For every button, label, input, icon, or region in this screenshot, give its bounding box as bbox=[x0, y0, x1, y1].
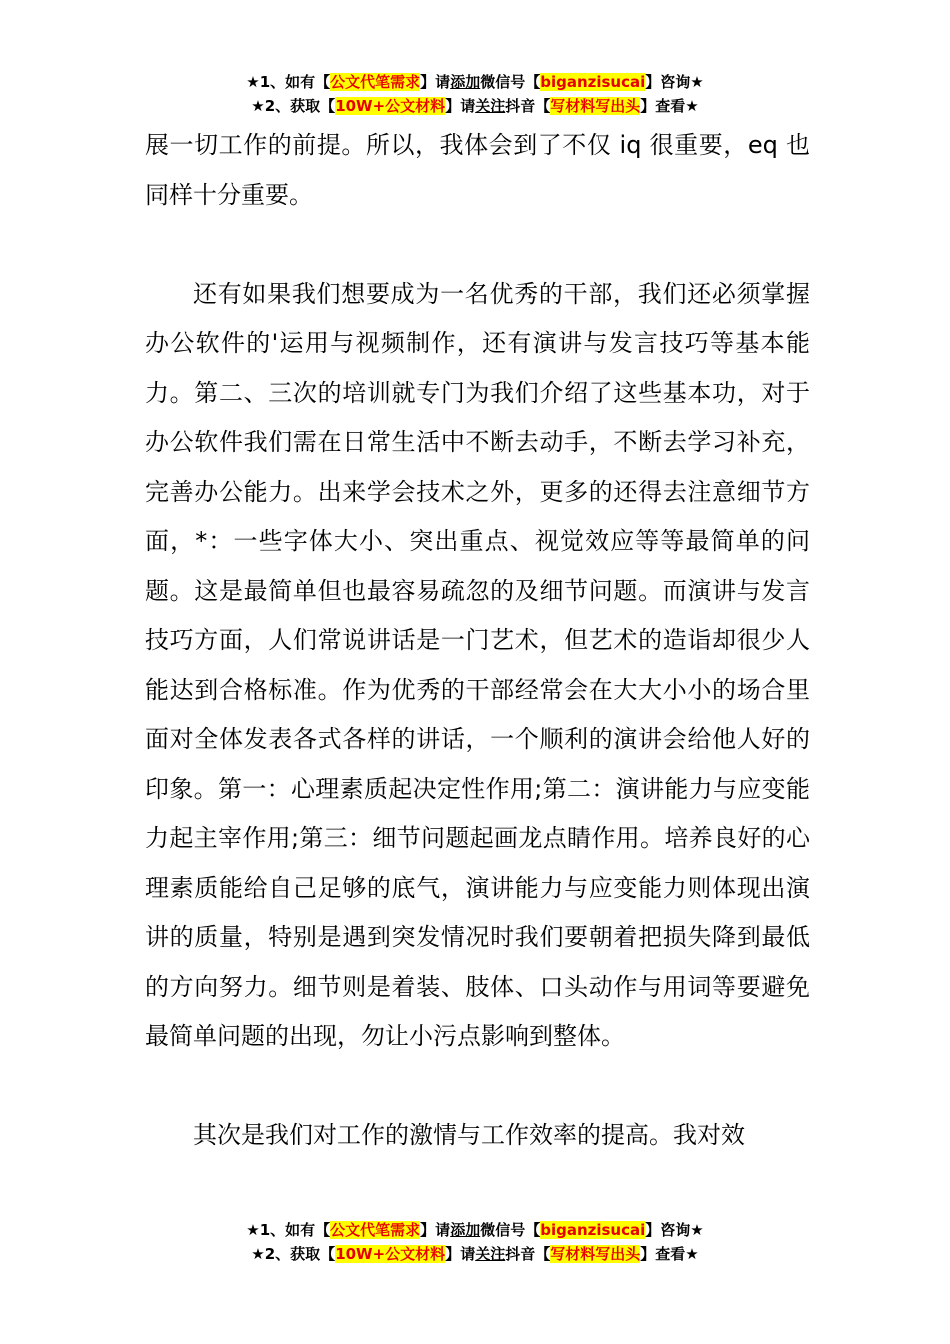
banner-line-1: ★1、如有【公文代笔需求】请添加微信号【biganzisucai】咨询★ bbox=[246, 73, 704, 91]
paragraph-gap bbox=[145, 1062, 810, 1112]
header-banner bbox=[0, 70, 950, 118]
banner-line-1: ★1、如有【公文代笔需求】请添加微信号【biganzisucai】咨询★ bbox=[246, 1221, 704, 1239]
banner-line-2: ★2、获取【10W+公文材料】请关注抖音【写材料写出头】查看★ bbox=[251, 1245, 699, 1263]
star-icon: ★ bbox=[246, 73, 260, 91]
highlight-douyin-account: 写材料写出头 bbox=[550, 97, 641, 115]
paragraph-efficiency: 其次是我们对工作的激情与工作效率的提高。我对效 bbox=[193, 1121, 745, 1149]
highlight-service: 公文代笔需求 bbox=[330, 1221, 421, 1239]
footer-banner bbox=[0, 1218, 950, 1266]
document-body bbox=[145, 121, 810, 1161]
paragraph-continuation: 展一切工作的前提。所以，我体会到了不仅 iq 很重要，eq 也同样十分重要。 bbox=[145, 131, 810, 209]
star-icon: ★ bbox=[251, 97, 265, 115]
paragraph-gap bbox=[145, 220, 810, 270]
highlight-wechat-id: biganzisucai bbox=[540, 73, 646, 91]
highlight-materials: 10W+公文材料 bbox=[335, 97, 446, 115]
star-icon: ★ bbox=[246, 1221, 260, 1239]
highlight-materials: 10W+公文材料 bbox=[335, 1245, 446, 1263]
banner-line-2: ★2、获取【10W+公文材料】请关注抖音【写材料写出头】查看★ bbox=[251, 97, 699, 115]
star-icon: ★ bbox=[251, 1245, 265, 1263]
highlight-wechat-id: biganzisucai bbox=[540, 1221, 646, 1239]
highlight-service: 公文代笔需求 bbox=[330, 73, 421, 91]
paragraph-skills: 还有如果我们想要成为一名优秀的干部，我们还必须掌握办公软件的'运用与视频制作，还有演讲与发言技巧等基本能力。第二、三次的培训就专门为我们介绍了这些基本功，对于办公软件我们需在日常生活中不断去动手，不断去学习补充，完善办公能力。出来学会技术之外，更多的还得去注意细节方面，*：一些字体大小、突出重点、视觉效应等等最简单的问题。这是最简单但也最容易疏忽的及细节问题。而演讲与发言技巧方面，人们常说讲话是一门艺术，但艺术的造诣却很少人能达到合格标准。作为优秀的干部经常会在大大小小的场合里面对全体发表各式各样的讲话，一个顺利的演讲会给他人好的印象。第一：心理素质起决定性作用;第二：演讲能力与应变能力起主宰作用;第三：细节问题起画龙点睛作用。培养良好的心理素质能给自己足够的底气，演讲能力与应变能力则体现出演讲的质量，特别是遇到突发情况时我们要朝着把损失降到最低的方向努力。细节则是着装、肢体、口头动作与用词等要避免最简单问题的出现，勿让小污点影响到整体。 bbox=[145, 279, 810, 1050]
highlight-douyin-account: 写材料写出头 bbox=[550, 1245, 641, 1263]
